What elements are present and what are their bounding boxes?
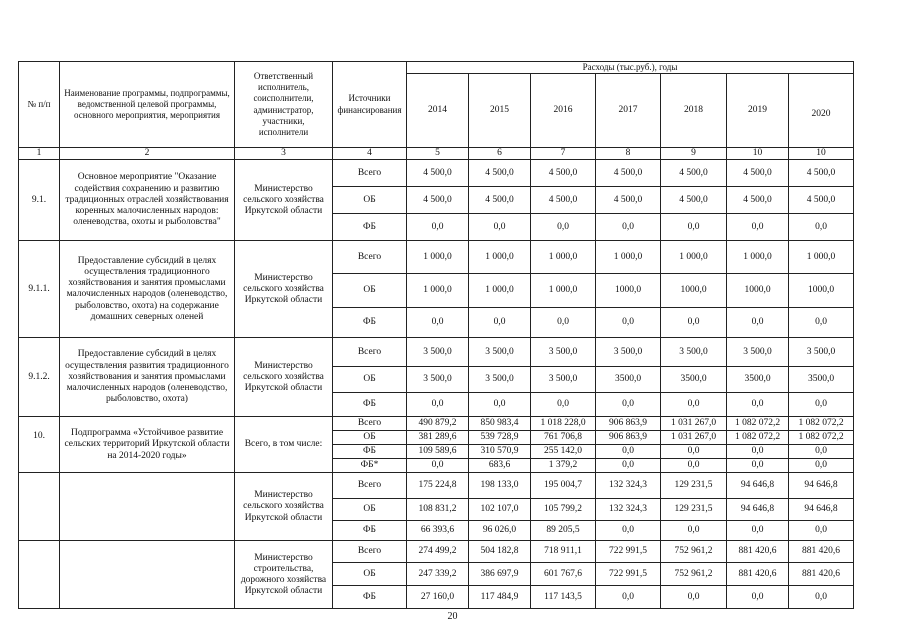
amount-cell: 539 728,9 [469,431,531,445]
table-row [19,338,854,367]
amount-cell: 0,0 [407,393,469,417]
amount-cell: 0,0 [407,459,469,473]
colnum: 1 [19,148,60,160]
funding-source: ФБ [333,214,407,241]
amount-cell: 0,0 [789,459,854,473]
colnum: 8 [596,148,661,160]
row-number [19,473,60,541]
amount-cell: 0,0 [531,393,596,417]
item-name: Подпрограмма «Устойчивое развитие сельских территорий Иркутской области на 2014-2020 годы» [60,417,235,473]
amount-cell: 0,0 [596,459,661,473]
colnum: 10 [727,148,789,160]
amount-cell: 0,0 [596,308,661,338]
responsible-executor: Министерство сельского хозяйства Иркутской области [235,241,333,338]
row-number: 9.1.2. [19,338,60,417]
amount-cell: 109 589,6 [407,445,469,459]
amount-cell: 132 324,3 [596,499,661,521]
amount-cell: 4 500,0 [727,160,789,187]
amount-cell: 0,0 [469,214,531,241]
amount-cell: 1000,0 [661,274,727,308]
amount-cell: 4 500,0 [531,160,596,187]
table-row [19,417,854,431]
funding-source: Всего [333,541,407,563]
amount-cell: 3500,0 [661,367,727,393]
amount-cell: 1 000,0 [596,241,661,274]
amount-cell: 3 500,0 [469,338,531,367]
item-name: Основное мероприятие "Оказание содействия сохранению и развитию традиционных отраслей хозяйствования коренных малочисленных народов: оленеводства, охоты и рыболовства" [60,160,235,241]
amount-cell: 4 500,0 [531,187,596,214]
item-name: Предоставление субсидий в целях осуществления традиционного хозяйствования и занятия промыслами малочисленных народов (оленеводство, рыболовство, охота) на содержание домашних северных оленей [60,241,235,338]
amount-cell: 3500,0 [596,367,661,393]
amount-cell: 3500,0 [727,367,789,393]
amount-cell: 906 863,9 [596,417,661,431]
amount-cell: 4 500,0 [661,187,727,214]
header-responsible: Ответственный исполнитель, соисполнители, администратор, участники, исполнители [235,62,333,148]
item-name [60,541,235,609]
amount-cell: 1 000,0 [531,241,596,274]
amount-cell: 102 107,0 [469,499,531,521]
amount-cell: 0,0 [596,586,661,609]
amount-cell: 274 499,2 [407,541,469,563]
amount-cell: 906 863,9 [596,431,661,445]
year-2018: 2018 [661,74,727,148]
amount-cell: 0,0 [661,586,727,609]
amount-cell: 310 570,9 [469,445,531,459]
amount-cell: 1 082 072,2 [727,431,789,445]
responsible-executor: Министерство сельского хозяйства Иркутской области [235,338,333,417]
amount-cell: 0,0 [661,521,727,541]
amount-cell: 247 339,2 [407,563,469,586]
colnum: 7 [531,148,596,160]
funding-source: ОБ [333,187,407,214]
funding-source: Всего [333,160,407,187]
amount-cell: 881 420,6 [789,541,854,563]
amount-cell: 881 420,6 [727,541,789,563]
amount-cell: 3 500,0 [407,367,469,393]
amount-cell: 0,0 [789,393,854,417]
amount-cell: 0,0 [727,445,789,459]
amount-cell: 0,0 [789,586,854,609]
amount-cell: 1000,0 [789,274,854,308]
amount-cell: 0,0 [727,586,789,609]
amount-cell: 3 500,0 [469,367,531,393]
amount-cell: 4 500,0 [407,160,469,187]
amount-cell: 94 646,8 [789,499,854,521]
amount-cell: 3 500,0 [531,338,596,367]
amount-cell: 1 031 267,0 [661,431,727,445]
amount-cell: 255 142,0 [531,445,596,459]
amount-cell: 1 000,0 [469,274,531,308]
amount-cell: 198 133,0 [469,473,531,499]
item-name: Предоставление субсидий в целях осуществления развития традиционного хозяйствования и занятия промыслами малочисленных народов (оленеводство, рыболовство, охота) [60,338,235,417]
amount-cell: 0,0 [531,308,596,338]
amount-cell: 3 500,0 [596,338,661,367]
colnum: 2 [60,148,235,160]
amount-cell: 0,0 [727,214,789,241]
amount-cell: 722 991,5 [596,541,661,563]
amount-cell: 0,0 [407,308,469,338]
funding-source: Всего [333,338,407,367]
amount-cell: 175 224,8 [407,473,469,499]
amount-cell: 4 500,0 [727,187,789,214]
amount-cell: 504 182,8 [469,541,531,563]
funding-source: ФБ [333,393,407,417]
funding-source: ОБ [333,274,407,308]
amount-cell: 0,0 [789,521,854,541]
amount-cell: 0,0 [596,445,661,459]
funding-source: ФБ [333,586,407,609]
amount-cell: 89 205,5 [531,521,596,541]
amount-cell: 1 000,0 [407,241,469,274]
item-name [60,473,235,541]
amount-cell: 3 500,0 [789,338,854,367]
year-2014: 2014 [407,74,469,148]
amount-cell: 3 500,0 [727,338,789,367]
amount-cell: 195 004,7 [531,473,596,499]
row-number: 9.1. [19,160,60,241]
amount-cell: 0,0 [727,308,789,338]
amount-cell: 1 018 228,0 [531,417,596,431]
amount-cell: 4 500,0 [469,160,531,187]
year-2015: 2015 [469,74,531,148]
amount-cell: 0,0 [596,214,661,241]
amount-cell: 129 231,5 [661,499,727,521]
funding-source: Всего [333,417,407,431]
amount-cell: 752 961,2 [661,563,727,586]
amount-cell: 683,6 [469,459,531,473]
amount-cell: 4 500,0 [469,187,531,214]
year-2020: 2020 [789,74,854,148]
amount-cell: 132 324,3 [596,473,661,499]
amount-cell: 1 082 072,2 [727,417,789,431]
amount-cell: 4 500,0 [789,187,854,214]
amount-cell: 881 420,6 [789,563,854,586]
amount-cell: 1 000,0 [727,241,789,274]
funding-source: Всего [333,473,407,499]
amount-cell: 601 767,6 [531,563,596,586]
amount-cell: 1 000,0 [469,241,531,274]
amount-cell: 0,0 [661,459,727,473]
funding-source: ФБ [333,445,407,459]
funding-source: ФБ* [333,459,407,473]
amount-cell: 0,0 [531,214,596,241]
amount-cell: 881 420,6 [727,563,789,586]
amount-cell: 1 000,0 [531,274,596,308]
table-row [19,541,854,563]
amount-cell: 117 484,9 [469,586,531,609]
amount-cell: 94 646,8 [727,473,789,499]
amount-cell: 4 500,0 [661,160,727,187]
amount-cell: 117 143,5 [531,586,596,609]
column-number-row [19,148,854,160]
amount-cell: 0,0 [789,445,854,459]
amount-cell: 761 706,8 [531,431,596,445]
amount-cell: 4 500,0 [407,187,469,214]
year-2016: 2016 [531,74,596,148]
amount-cell: 94 646,8 [727,499,789,521]
amount-cell: 1 000,0 [407,274,469,308]
amount-cell: 0,0 [727,393,789,417]
amount-cell: 3 500,0 [407,338,469,367]
responsible-executor: Министерство сельского хозяйства Иркутской области [235,473,333,541]
row-number [19,541,60,609]
amount-cell: 0,0 [661,214,727,241]
amount-cell: 0,0 [789,308,854,338]
amount-cell: 1 031 267,0 [661,417,727,431]
amount-cell: 4 500,0 [596,160,661,187]
colnum: 9 [661,148,727,160]
amount-cell: 4 500,0 [596,187,661,214]
table-row [19,473,854,499]
amount-cell: 0,0 [661,445,727,459]
amount-cell: 0,0 [596,521,661,541]
colnum: 4 [333,148,407,160]
funding-source: ОБ [333,563,407,586]
amount-cell: 3500,0 [789,367,854,393]
funding-source: ОБ [333,431,407,445]
amount-cell: 718 911,1 [531,541,596,563]
amount-cell: 0,0 [661,393,727,417]
amount-cell: 850 983,4 [469,417,531,431]
table-row [19,241,854,274]
amount-cell: 1 000,0 [789,241,854,274]
header-expenses: Расходы (тыс.руб.), годы [407,62,854,74]
header-row-1 [19,62,854,74]
colnum: 10 [789,148,854,160]
header-source: Источники финансирования [333,62,407,148]
amount-cell: 1000,0 [596,274,661,308]
colnum: 6 [469,148,531,160]
amount-cell: 381 289,6 [407,431,469,445]
amount-cell: 66 393,6 [407,521,469,541]
amount-cell: 105 799,2 [531,499,596,521]
amount-cell: 0,0 [469,393,531,417]
amount-cell: 27 160,0 [407,586,469,609]
amount-cell: 1000,0 [727,274,789,308]
colnum: 5 [407,148,469,160]
amount-cell: 94 646,8 [789,473,854,499]
amount-cell: 96 026,0 [469,521,531,541]
amount-cell: 3 500,0 [661,338,727,367]
amount-cell: 0,0 [661,308,727,338]
amount-cell: 129 231,5 [661,473,727,499]
amount-cell: 0,0 [407,214,469,241]
row-number: 10. [19,417,60,473]
responsible-executor: Всего, в том числе: [235,417,333,473]
amount-cell: 722 991,5 [596,563,661,586]
amount-cell: 0,0 [789,214,854,241]
row-number: 9.1.1. [19,241,60,338]
year-2017: 2017 [596,74,661,148]
amount-cell: 1 000,0 [661,241,727,274]
amount-cell: 1 082 072,2 [789,431,854,445]
amount-cell: 386 697,9 [469,563,531,586]
amount-cell: 0,0 [727,521,789,541]
funding-source: ФБ [333,308,407,338]
responsible-executor: Министерство сельского хозяйства Иркутской области [235,160,333,241]
funding-source: ОБ [333,499,407,521]
funding-source: Всего [333,241,407,274]
colnum: 3 [235,148,333,160]
year-2019: 2019 [727,74,789,148]
funding-source: ОБ [333,367,407,393]
amount-cell: 108 831,2 [407,499,469,521]
amount-cell: 490 879,2 [407,417,469,431]
amount-cell: 752 961,2 [661,541,727,563]
amount-cell: 3 500,0 [531,367,596,393]
amount-cell: 0,0 [727,459,789,473]
responsible-executor: Министерство строительства, дорожного хозяйства Иркутской области [235,541,333,609]
amount-cell: 1 082 072,2 [789,417,854,431]
funding-source: ФБ [333,521,407,541]
amount-cell: 0,0 [596,393,661,417]
header-name: Наименование программы, подпрограммы, ведомственной целевой программы, основного мероприятия, мероприятия [60,62,235,148]
page-number: 20 [447,611,458,622]
amount-cell: 0,0 [469,308,531,338]
table-row [19,160,854,187]
budget-table [18,61,854,609]
amount-cell: 1 379,2 [531,459,596,473]
header-num: № п/п [19,62,60,148]
amount-cell: 4 500,0 [789,160,854,187]
